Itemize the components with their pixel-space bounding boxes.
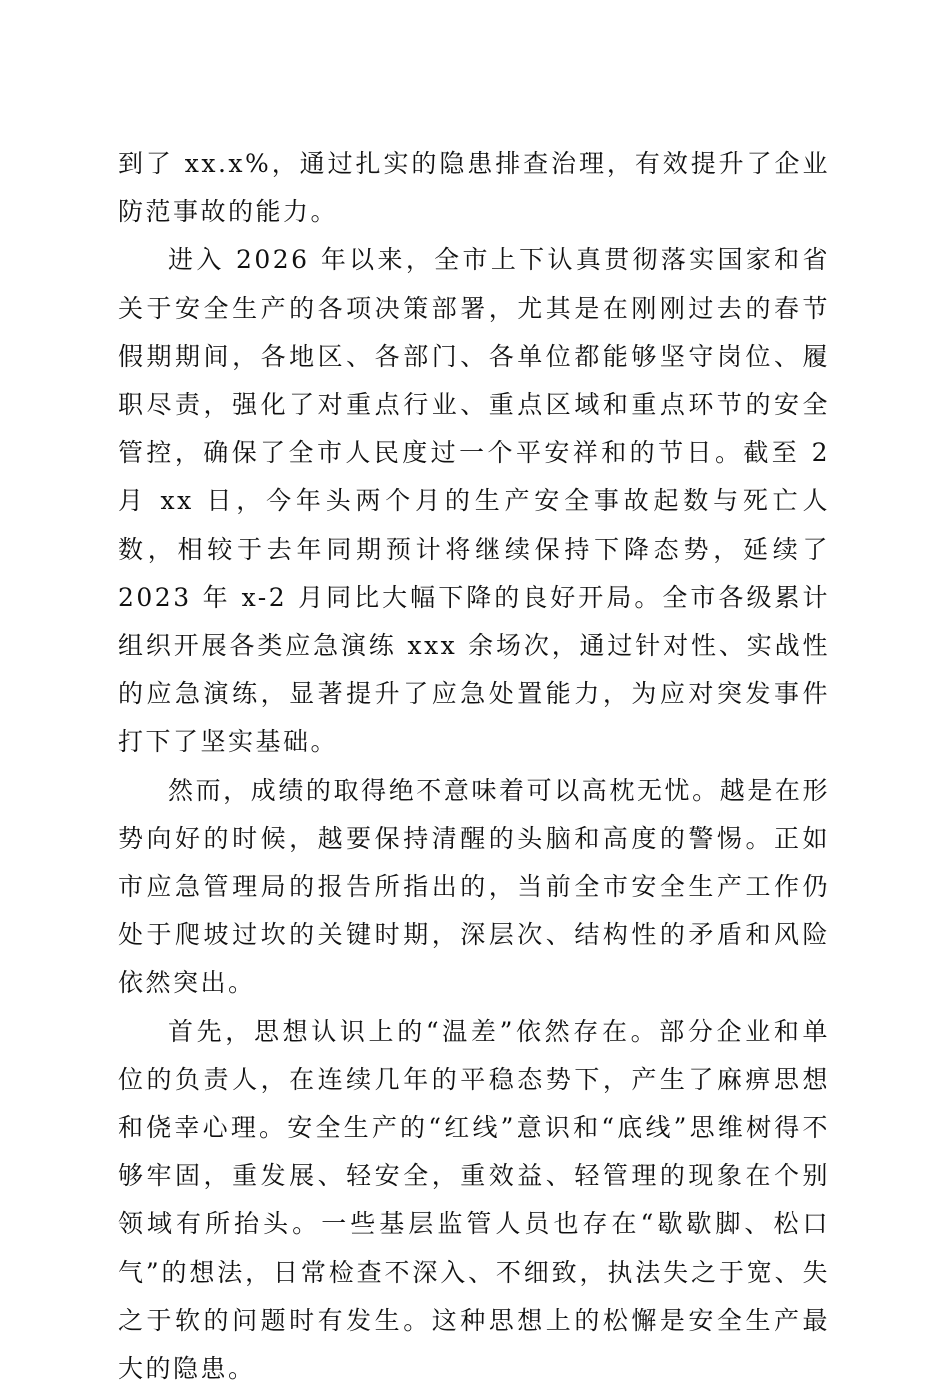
document-body — [118, 140, 830, 1393]
paragraph-continuation: 到了 xx.x%，通过扎实的隐患排查治理，有效提升了企业防范事故的能力。 — [118, 149, 830, 227]
paragraph-risks-remain: 然而，成绩的取得绝不意味着可以高枕无忧。越是在形势向好的时候，越要保持清醒的头脑和高度的警惕。正如市应急管理局的报告所指出的，当前全市安全生产工作仍处于爬坡过坎的关键时期，深层次、结构性的矛盾和风险依然突出。 — [118, 775, 830, 998]
paragraph-progress-2026: 进入 2026 年以来，全市上下认真贯彻落实国家和省关于安全生产的各项决策部署，尤其是在刚刚过去的春节假期期间，各地区、各部门、各单位都能够坚守岗位、履职尽责，强化了对重点行业、重点区域和重点环节的安全管控，确保了全市人民度过一个平安祥和的节日。截至 2 月 xx 日，今年头两个月的生产安全事故起数与死亡人数，相较于去年同期预计将继续保持下降态势，延续了 2023 年 x-2 月同比大幅下降的良好开局。全市各级累计组织开展各类应急演练 xxx 余场次，通过针对性、实战性的应急演练，显著提升了应急处置能力，为应对突发事件打下了坚实基础。 — [118, 245, 830, 757]
paragraph-thinking-gap: 首先，思想认识上的“温差”依然存在。部分企业和单位的负责人，在连续几年的平稳态势下，产生了麻痹思想和侥幸心理。安全生产的“红线”意识和“底线”思维树得不够牢固，重发展、轻安全，重效益、轻管理的现象在个别领域有所抬头。一些基层监管人员也存在“歇歇脚、松口气”的想法，日常检查不深入、不细致，执法失之于宽、失之于软的问题时有发生。这种思想上的松懈是安全生产最大的隐患。 — [118, 1016, 830, 1384]
